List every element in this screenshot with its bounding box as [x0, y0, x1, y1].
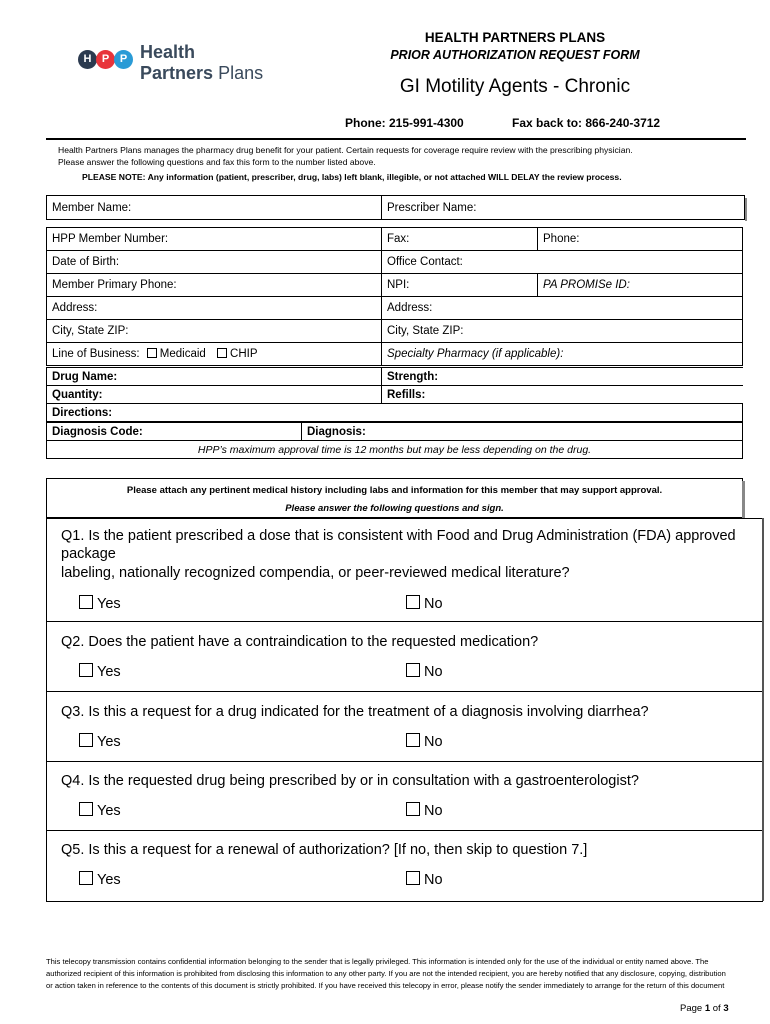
line-of-business-label: Line of Business: [52, 348, 140, 360]
max-approval-text: HPP’s maximum approval time is 12 months but may be less depending on the drug. [197, 443, 592, 456]
member-number-field[interactable] [47, 228, 382, 251]
npi-field[interactable] [382, 274, 538, 297]
strength-field[interactable] [382, 368, 743, 386]
logo-text-partners: Partners [140, 63, 214, 83]
q5-yes-checkbox[interactable] [79, 871, 93, 885]
diagnosis-field[interactable] [302, 423, 743, 441]
question-5-no[interactable] [406, 871, 443, 888]
q1-no-checkbox[interactable] [406, 595, 420, 609]
attach-line2: Please answer the following questions and sign. [285, 503, 504, 514]
q4-no-checkbox[interactable] [406, 802, 420, 816]
q2-yes-checkbox[interactable] [79, 663, 93, 677]
refills-field[interactable] [382, 386, 743, 404]
member-name-field[interactable] [47, 196, 382, 220]
member-name-label: Member Name: [52, 201, 132, 214]
medicaid-checkbox[interactable] [147, 348, 157, 358]
header-divider [46, 138, 746, 140]
drug-info-table [46, 367, 743, 422]
question-5 [46, 830, 763, 902]
pa-promise-label: PA PROMISe ID: [543, 279, 630, 291]
quantity-label: Quantity: [52, 388, 103, 401]
quantity-field[interactable] [47, 386, 382, 404]
chip-checkbox[interactable] [217, 348, 227, 358]
directions-field[interactable] [47, 404, 743, 422]
attach-box [46, 478, 743, 518]
page-current: 1 [704, 1003, 711, 1014]
question-4-text: Q4. Is the requested drug being prescribed by or in consultation with a gastroenterologist? [61, 773, 639, 789]
drug-class-title: GI Motility Agents - Chronic [399, 76, 631, 97]
prescriber-city-field[interactable] [382, 320, 743, 343]
prescriber-name-label: Prescriber Name: [387, 201, 477, 214]
pa-promise-field[interactable] [538, 274, 743, 297]
question-3-no[interactable] [406, 733, 443, 750]
member-address-label: Address: [52, 302, 98, 314]
specialty-pharmacy-field[interactable] [382, 343, 743, 366]
dob-label: Date of Birth: [52, 256, 120, 268]
page-total: 3 [723, 1003, 729, 1014]
question-3-text: Q3. Is this a request for a drug indicated for the treatment of a diagnosis involving diarrhea? [61, 704, 649, 720]
logo-p-circle: P [96, 50, 115, 69]
member-city-label: City, State ZIP: [52, 325, 129, 337]
questions-right-border [762, 518, 764, 901]
member-info-table [46, 227, 743, 366]
question-3-yes[interactable] [79, 733, 121, 750]
fax-field[interactable] [382, 228, 538, 251]
diagnosis-code-label: Diagnosis Code: [52, 425, 143, 438]
question-1 [46, 518, 763, 621]
q3-no-label: No [424, 734, 443, 750]
logo-text-plans: Plans [218, 63, 264, 83]
fax-number: Fax back to: 866-240-3712 [512, 116, 661, 130]
q4-no-label: No [424, 803, 443, 819]
fax-label: Fax: [387, 233, 410, 245]
member-address-field[interactable] [47, 297, 382, 320]
question-5-yes[interactable] [79, 871, 121, 888]
member-city-field[interactable] [47, 320, 382, 343]
diagnosis-label: Diagnosis: [307, 425, 366, 438]
question-1-text: Q1. Is the patient prescribed a dose that is consistent with Food and Drug Administration (FDA) approved package [61, 528, 736, 562]
dob-field[interactable] [47, 251, 382, 274]
drug-name-label: Drug Name: [52, 370, 118, 383]
prescriber-city-label: City, State ZIP: [387, 325, 464, 337]
q2-yes-label: Yes [97, 664, 121, 680]
npi-label: NPI: [387, 279, 410, 291]
q5-no-checkbox[interactable] [406, 871, 420, 885]
question-4-no[interactable] [406, 802, 443, 819]
q2-no-checkbox[interactable] [406, 663, 420, 677]
phone-label: Phone: [543, 233, 580, 245]
question-3 [46, 691, 763, 761]
q3-no-checkbox[interactable] [406, 733, 420, 747]
drug-name-field[interactable] [47, 368, 382, 386]
q4-yes-checkbox[interactable] [79, 802, 93, 816]
question-1-text-cont: labeling, nationally recognized compendia, or peer-reviewed medical literature? [61, 565, 570, 581]
prescriber-address-label: Address: [387, 302, 433, 314]
member-phone-label: Member Primary Phone: [52, 279, 177, 291]
specialty-pharmacy-label: Specialty Pharmacy (if applicable): [387, 348, 564, 360]
question-4-yes[interactable] [79, 802, 121, 819]
intro-note: PLEASE NOTE: Any information (patient, prescriber, drug, labs) left blank, illegible, or not attached WILL DELAY the review process. [82, 172, 622, 182]
page-of: of [712, 1003, 721, 1014]
member-number-label: HPP Member Number: [52, 233, 169, 245]
logo-text-line2 [140, 63, 263, 83]
q5-no-label: No [424, 872, 443, 888]
prescriber-name-field[interactable] [382, 196, 745, 220]
logo-h-circle: H [78, 50, 97, 69]
name-row-shadow [745, 198, 747, 221]
medicaid-label: Medicaid [159, 348, 206, 360]
chip-label: CHIP [230, 348, 258, 360]
question-5-text: Q5. Is this a request for a renewal of authorization? [If no, then skip to question 7.] [61, 842, 588, 858]
question-2 [46, 621, 763, 691]
q1-no-label: No [424, 596, 443, 612]
q3-yes-checkbox[interactable] [79, 733, 93, 747]
q1-yes-checkbox[interactable] [79, 595, 93, 609]
directions-label: Directions: [52, 406, 113, 419]
question-1-no[interactable] [406, 595, 443, 612]
prescriber-address-field[interactable] [382, 297, 743, 320]
member-phone-field[interactable] [47, 274, 382, 297]
logo-text-line1: Health [140, 42, 196, 62]
org-title: HEALTH PARTNERS PLANS [424, 30, 606, 45]
name-row [46, 195, 745, 220]
diagnosis-code-field[interactable] [47, 423, 302, 441]
office-contact-field[interactable] [382, 251, 743, 274]
confidentiality-notice: This telecopy transmission contains confidential information belonging to the sender that is legally privileged. This information is intended only for the use of the individual or entity named above. The authorized recipient of this information is prohibited from disclosing this information to any other party. If you are not the intended recipient, you are hereby notified that any disclosure, copying, distribution or action taken in reference to the contents of this document is strictly prohibited. If you have received this telecopy in error, please notify the sender immediately to arrange for the return of this document [46, 957, 726, 990]
intro-line1: Health Partners Plans manages the pharmacy drug benefit for your patient. Certain requests for coverage require review with the prescribing physician. [58, 145, 633, 155]
intro-line2: Please answer the following questions and fax this form to the number listed above. [58, 156, 376, 167]
q2-no-label: No [424, 664, 443, 680]
form-title: PRIOR AUTHORIZATION REQUEST FORM [390, 48, 640, 62]
q3-yes-label: Yes [97, 734, 121, 750]
question-1-yes[interactable] [79, 595, 121, 612]
refills-label: Refills: [387, 388, 426, 401]
q1-yes-label: Yes [97, 596, 121, 612]
attach-line1: Please attach any pertinent medical history including labs and information for this member that may support approval. [126, 485, 663, 496]
question-4 [46, 761, 763, 830]
attach-box-shadow [742, 481, 745, 518]
question-2-text: Q2. Does the patient have a contraindication to the requested medication? [61, 634, 539, 650]
max-approval-note [47, 441, 743, 459]
q4-yes-label: Yes [97, 803, 121, 819]
q5-yes-label: Yes [97, 872, 121, 888]
line-of-business-field [47, 343, 382, 366]
diagnosis-table [46, 422, 743, 459]
page-number [680, 1003, 729, 1014]
phone-number: Phone: 215-991-4300 [345, 116, 464, 130]
logo-p-circle: P [114, 50, 133, 69]
office-contact-label: Office Contact: [387, 256, 463, 268]
question-2-yes[interactable] [79, 663, 121, 680]
phone-field[interactable] [538, 228, 743, 251]
question-2-no[interactable] [406, 663, 443, 680]
page-label: Page [680, 1003, 703, 1014]
strength-label: Strength: [387, 370, 439, 383]
